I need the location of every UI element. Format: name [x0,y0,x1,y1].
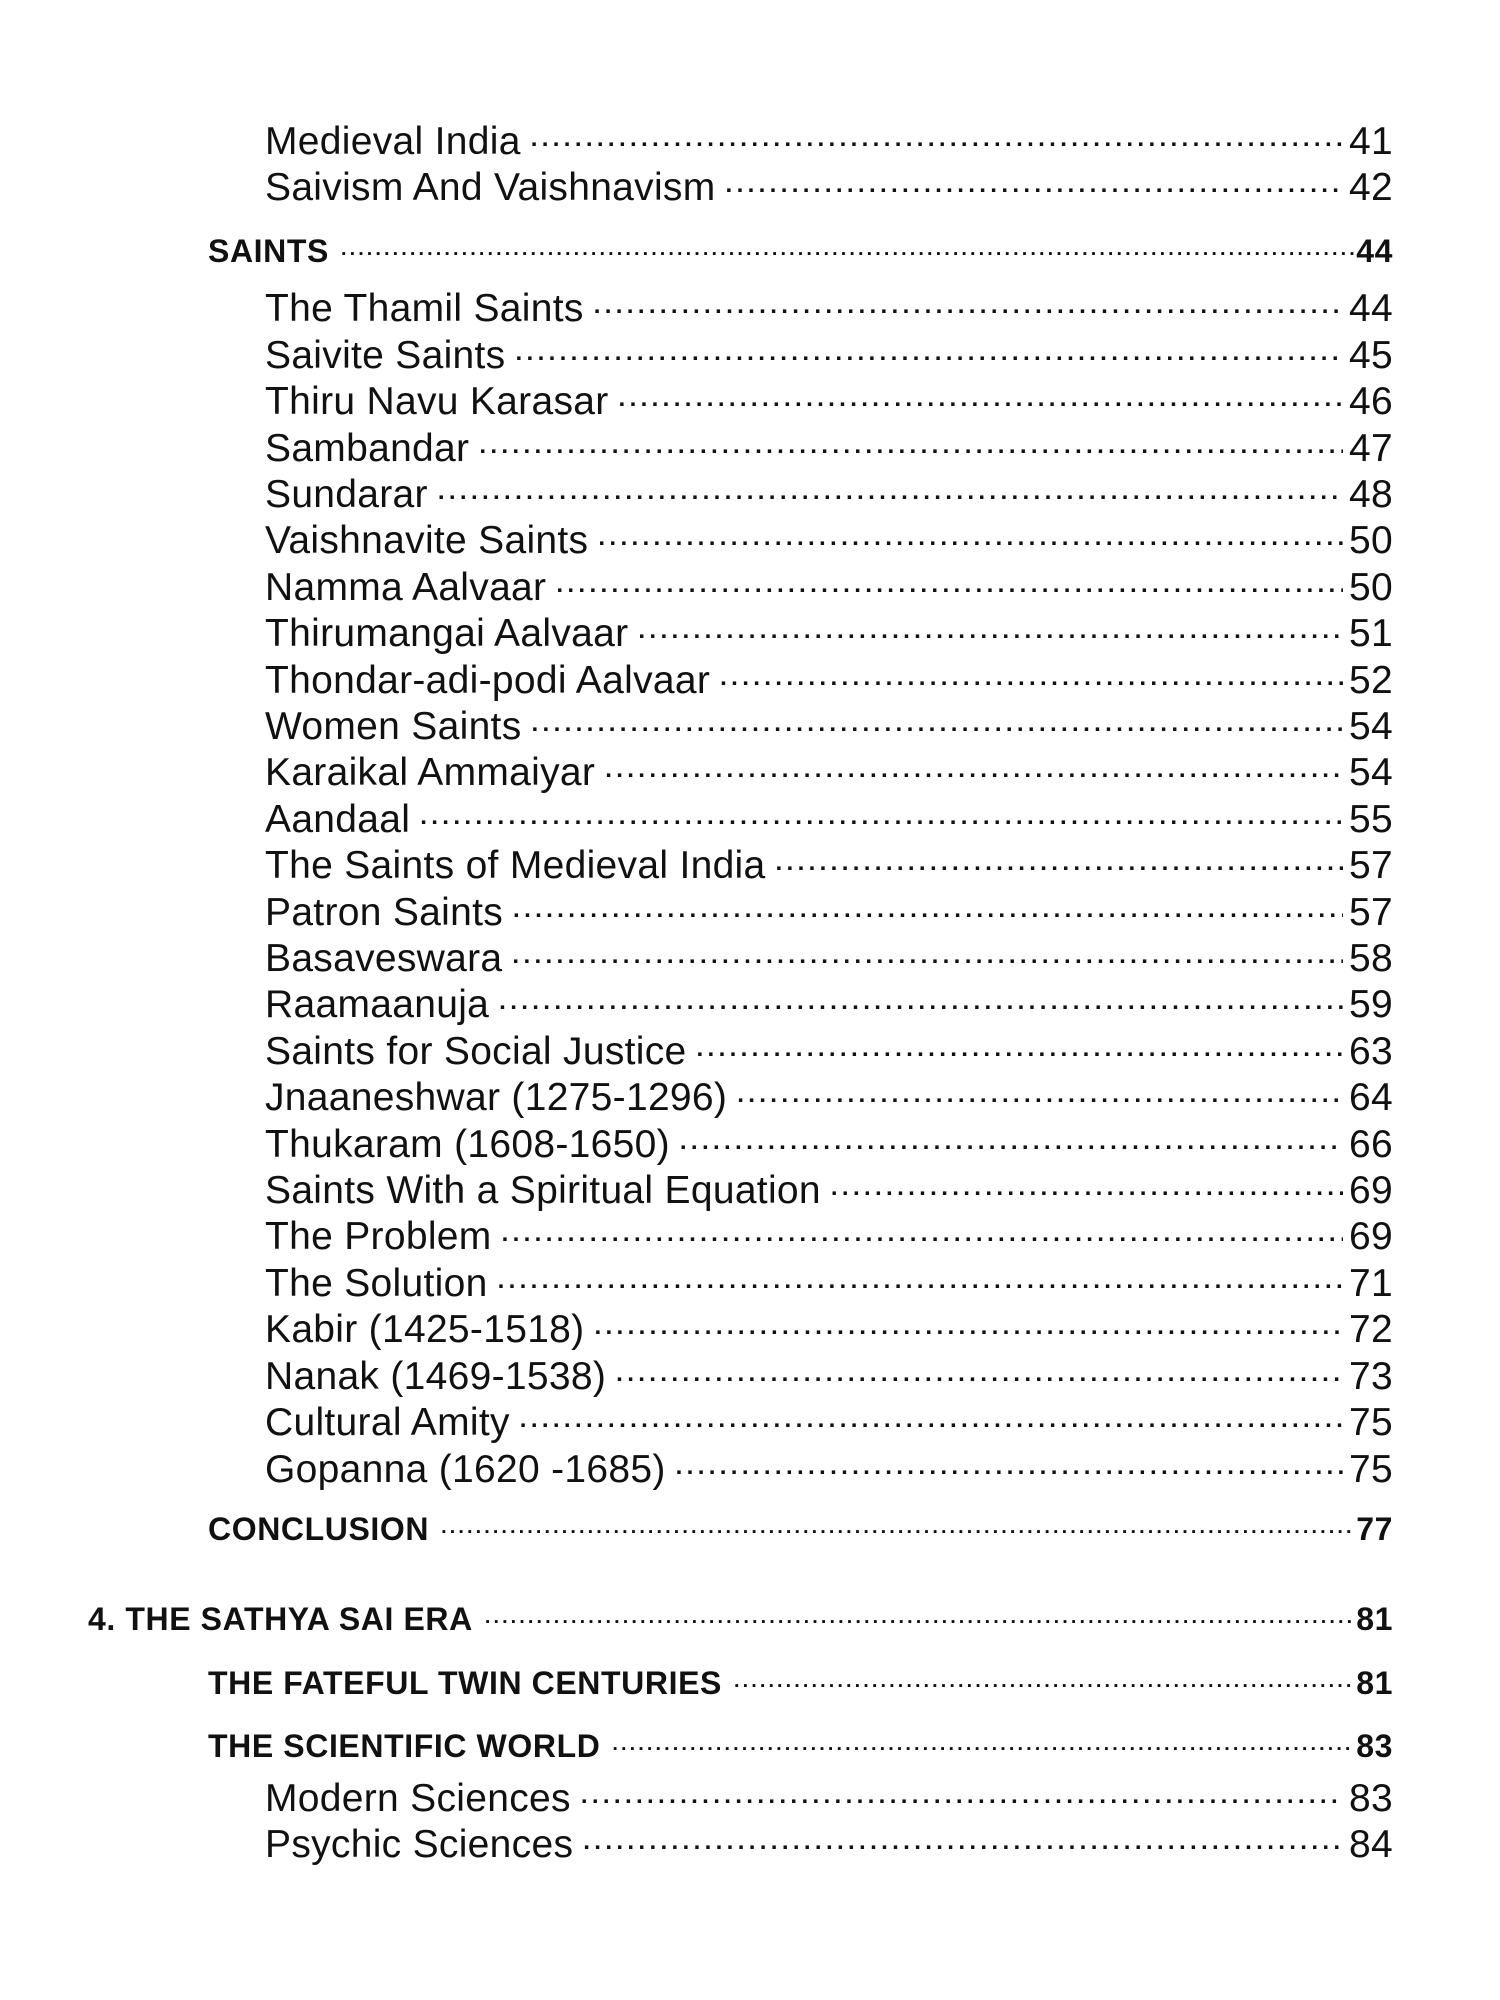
toc-entry-page: 54 [1349,751,1393,794]
toc-entry [265,1025,1393,1071]
dot-leader [532,700,1344,739]
toc-entry-title: Thukaram (1608-1650) [265,1123,670,1166]
dot-leader [697,1025,1344,1064]
toc-entry-page: 69 [1349,1169,1393,1212]
dot-leader [479,422,1343,461]
dot-leader [776,839,1344,878]
toc-entry-title: Modern Sciences [265,1777,571,1820]
toc-entry-page: 66 [1349,1123,1393,1166]
toc-entry-title: Thirumangai Aalvaar [265,612,629,655]
dot-leader [516,329,1344,368]
dot-leader [502,1210,1343,1249]
dot-leader [583,1818,1343,1857]
toc-entry-title: Saivite Saints [265,334,506,377]
toc-entry-title: Karaikal Ammaiyar [265,751,596,794]
toc-entry-page: 75 [1349,1448,1393,1491]
dot-leader [598,514,1343,553]
dot-leader [420,793,1343,832]
toc-entry-page: 50 [1349,566,1393,609]
dot-leader [605,746,1343,785]
toc-entry [265,746,1393,792]
dot-leader [513,886,1343,925]
toc-entry [265,1257,1393,1303]
toc-entry [265,793,1393,839]
dot-leader [556,561,1343,600]
toc-entry-page: 50 [1349,519,1393,562]
toc-entry-title: Nanak (1469-1538) [265,1355,607,1398]
toc-entry-page: 57 [1349,891,1393,934]
toc-entry-title: Gopanna (1620 -1685) [265,1448,666,1491]
toc-entry [265,1443,1393,1489]
dot-leader [726,161,1343,200]
toc-entry-title: The Saints of Medieval India [265,844,766,887]
dot-leader [512,932,1343,971]
toc-entry-page: 47 [1349,427,1393,470]
toc-entry-title: Saints for Social Justice [265,1030,687,1073]
toc-entry-page: 42 [1349,166,1393,209]
toc-entry-page: 84 [1349,1823,1393,1866]
toc-entry-page: 63 [1349,1030,1393,1073]
dot-leader [720,654,1343,693]
dot-leader [638,607,1343,646]
dot-leader [441,1508,1354,1540]
toc-entry-page: 46 [1349,380,1393,423]
dot-leader [499,978,1343,1017]
dot-leader [612,1725,1354,1757]
toc-entry [265,1818,1393,1864]
toc-entry [265,514,1393,560]
toc-entry-title: The Problem [265,1215,492,1258]
toc-entry-page: 44 [1356,233,1393,269]
toc-entry [265,282,1393,328]
toc-chapter-heading [88,1598,1393,1638]
toc-entry-page: 52 [1349,659,1393,702]
toc-section-heading [208,230,1393,270]
toc-entry [265,161,1393,207]
toc-entry-page: 81 [1356,1601,1393,1637]
dot-leader [520,1396,1343,1435]
toc-entry-page: 75 [1349,1401,1393,1444]
toc-entry [265,886,1393,932]
toc-entry [265,1071,1393,1117]
toc-entry-title: Kabir (1425-1518) [265,1308,585,1351]
toc-entry-title: THE FATEFUL TWIN CENTURIES [208,1665,722,1701]
toc-entry [265,1396,1393,1442]
toc-entry-page: 58 [1349,937,1393,980]
dot-leader [341,230,1354,262]
dot-leader [616,1350,1343,1389]
toc-entry [265,561,1393,607]
toc-entry-page: 83 [1349,1777,1393,1820]
toc-entry-title: Patron Saints [265,891,504,934]
toc-entry-title: Jnaaneshwar (1275-1296) [265,1076,728,1119]
toc-entry-title: Namma Aalvaar [265,566,547,609]
toc-entry-title: Basaveswara [265,937,503,980]
toc-entry-title: The Thamil Saints [265,287,584,330]
toc-entry-page: 48 [1349,473,1393,516]
toc-entry-page: 51 [1349,612,1393,655]
toc-entry-title: The Solution [265,1262,488,1305]
dot-leader [531,115,1343,154]
dot-leader [619,375,1343,414]
toc-entry [265,607,1393,653]
toc-entry-title: Saints With a Spiritual Equation [265,1169,821,1212]
toc-entry-page: 41 [1349,120,1393,163]
toc-entry [265,1350,1393,1396]
toc-entry-title: Women Saints [265,705,522,748]
dot-leader [498,1257,1343,1296]
toc-entry-page: 64 [1349,1076,1393,1119]
toc-entry-page: 57 [1349,844,1393,887]
toc-entry [265,839,1393,885]
toc-entry-title: CONCLUSION [208,1511,430,1547]
toc-entry-page: 45 [1349,334,1393,377]
toc-entry [265,329,1393,375]
toc-entry-title: Thiru Navu Karasar [265,380,609,423]
dot-leader [438,468,1343,507]
toc-entry-title: Aandaal [265,798,411,841]
toc-entry [265,1303,1393,1349]
toc-entry-title: 4. THE SATHYA SAI ERA [88,1601,473,1637]
toc-entry-title: THE SCIENTIFIC WORLD [208,1728,601,1764]
toc-entry [265,700,1393,746]
toc-entry-title: Saivism And Vaishnavism [265,166,716,209]
toc-entry [265,1118,1393,1164]
dot-leader [581,1772,1343,1811]
toc-entry-title: Sambandar [265,427,470,470]
toc-entry [265,375,1393,421]
toc-entry-page: 77 [1356,1511,1393,1547]
toc-entry-page: 59 [1349,983,1393,1026]
toc-section-heading [208,1662,1393,1702]
toc-entry [265,1164,1393,1210]
toc-entry-page: 55 [1349,798,1393,841]
toc-section-heading [208,1508,1393,1548]
toc-section-heading [208,1725,1393,1765]
toc-entry-title: Medieval India [265,120,521,163]
toc-entry-page: 81 [1356,1665,1393,1701]
toc-entry-page: 83 [1356,1728,1393,1764]
dot-leader [676,1443,1343,1482]
dot-leader [831,1164,1343,1203]
dot-leader [737,1071,1343,1110]
toc-entry [265,1210,1393,1256]
toc-entry-title: Thondar-adi-podi Aalvaar [265,659,711,702]
toc-entry-title: Psychic Sciences [265,1823,574,1866]
toc-entry-page: 44 [1349,287,1393,330]
toc-entry [265,654,1393,700]
toc-entry-title: SAINTS [208,233,329,269]
toc-entry-title: Cultural Amity [265,1401,510,1444]
dot-leader [680,1118,1343,1157]
toc-entry [265,115,1393,161]
dot-leader [485,1598,1354,1630]
dot-leader [594,1303,1343,1342]
dot-leader [594,282,1343,321]
toc-entry [265,422,1393,468]
toc-entry-title: Raamaanuja [265,983,490,1026]
dot-leader [734,1662,1354,1694]
toc-entry-page: 71 [1349,1262,1393,1305]
toc-entry [265,932,1393,978]
toc-entry-page: 54 [1349,705,1393,748]
toc-entry [265,978,1393,1024]
toc-entry-page: 72 [1349,1308,1393,1351]
toc-entry-title: Vaishnavite Saints [265,519,589,562]
toc-entry-page: 73 [1349,1355,1393,1398]
toc-entry [265,1772,1393,1818]
toc-entry-title: Sundarar [265,473,428,516]
toc-entry-page: 69 [1349,1215,1393,1258]
toc-entry [265,468,1393,514]
